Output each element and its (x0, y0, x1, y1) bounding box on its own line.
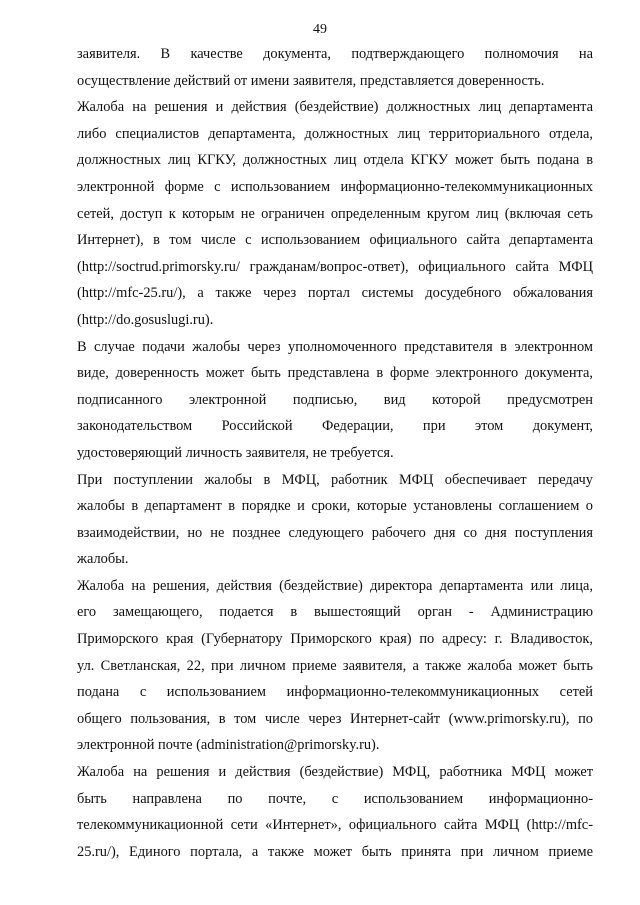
document-body (77, 41, 593, 865)
text-line: заявителя. В качестве документа, подтверждающего полномочия на (77, 46, 593, 62)
text-line: либо специалистов департамента, должностных лиц территориального отдела, (77, 125, 593, 142)
text-line: подана с использованием информационно-телекоммуникационных сетей (77, 684, 593, 701)
text-line: Жалоба на решения и действия (бездействие) МФЦ, работника МФЦ может (77, 764, 593, 781)
page-number: 49 (313, 22, 327, 37)
text-line: удостоверяющий личность заявителя, не требуется. (77, 444, 394, 461)
text-line: В случае подачи жалобы через уполномоченного представителя в электронном (77, 338, 593, 355)
text-line: общего пользования, в том числе через Интернет-сайт (www.primorsky.ru), по (77, 710, 593, 727)
text-line: законодательством Российской Федерации, при этом документ, (77, 418, 593, 435)
text-line: подписанного электронной подписью, вид которой предусмотрен (77, 391, 593, 408)
text-line: виде, доверенность может быть представлена в форме электронного документа, (77, 365, 593, 382)
text-line: сетей, доступ к которым не ограничен определенным кругом лиц (включая сеть (77, 205, 593, 222)
text-line: взаимодействии, но не позднее следующего рабочего дня со дня поступления (77, 524, 593, 541)
text-line: Интернет), в том числе с использованием официального сайта департамента (77, 232, 593, 249)
text-line: телекоммуникационной сети «Интернет», официального сайта МФЦ (http://mfc- (77, 817, 593, 834)
text-line: электронной форме с использованием информационно-телекоммуникационных (77, 178, 593, 195)
text-line: жалобы в департамент в порядке и сроки, которые установлены соглашением о (77, 498, 593, 515)
text-line: его замещающего, подается в вышестоящий орган - Администрацию (77, 604, 593, 621)
text-line: (http://mfc-25.ru/), а также через портал системы досудебного обжалования (77, 285, 593, 302)
text-line: При поступлении жалобы в МФЦ, работник МФЦ обеспечивает передачу (77, 471, 593, 488)
text-line: (http://do.gosuslugi.ru). (77, 311, 214, 328)
text-line: быть направлена по почте, с использованием информационно- (77, 790, 593, 807)
text-line: (http://soctrud.primorsky.ru/ гражданам/вопрос-ответ), официального сайта МФЦ (77, 258, 593, 275)
text-line: Жалоба на решения и действия (бездействие) должностных лиц департамента (77, 99, 593, 116)
text-line: ул. Светланская, 22, при личном приеме заявителя, а также жалоба может быть (77, 657, 593, 674)
text-line: жалобы. (77, 551, 129, 568)
text-line: должностных лиц КГКУ, должностных лиц отдела КГКУ может быть подана в (77, 152, 593, 169)
text-line: 25.ru/), Единого портала, а также может быть принята при личном приеме (77, 843, 593, 860)
text-line: Приморского края (Губернатору Приморского края) по адресу: г. Владивосток, (77, 631, 593, 648)
text-line: Жалоба на решения, действия (бездействие) директора департамента или лица, (77, 577, 593, 594)
text-line: электронной почте (administration@primorsky.ru). (77, 737, 380, 754)
text-line: осуществление действий от имени заявителя, представляется доверенность. (77, 72, 545, 89)
